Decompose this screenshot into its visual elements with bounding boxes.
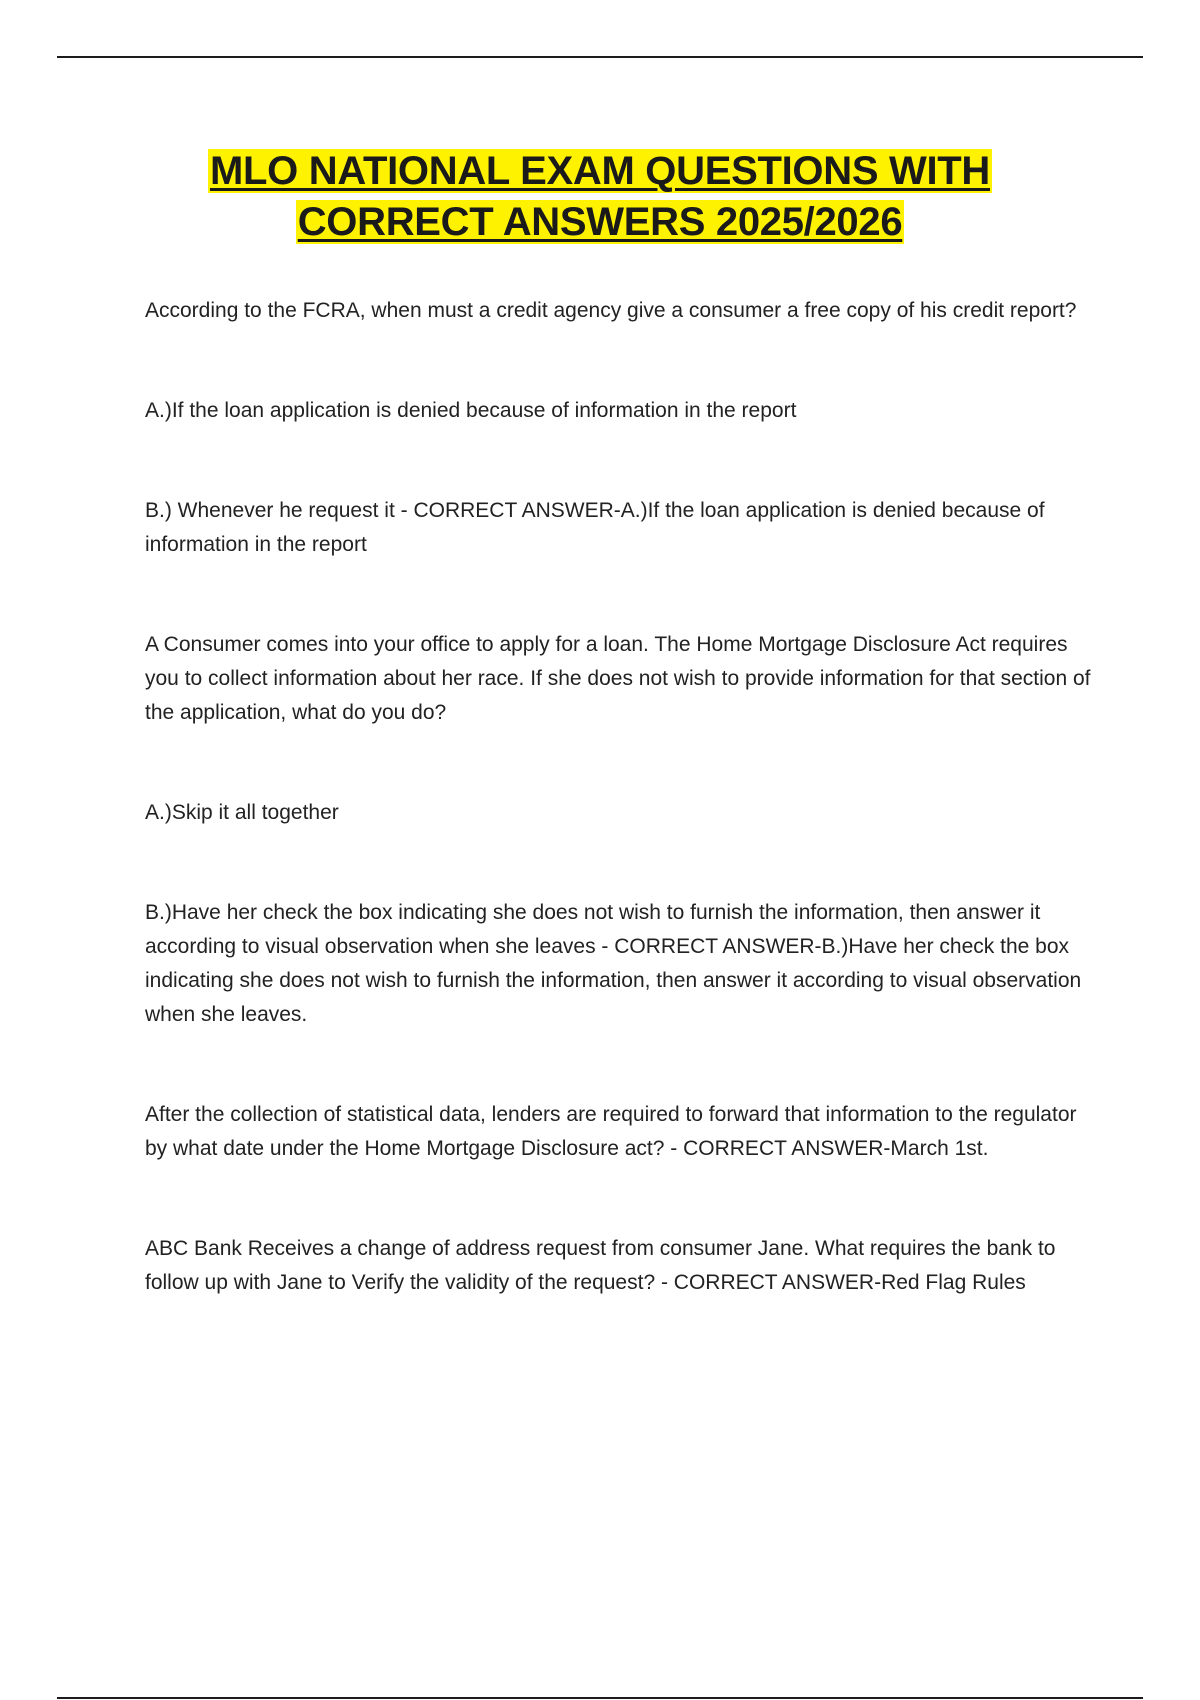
question-fcra: According to the FCRA, when must a credit agency give a consumer a free copy of his credit report? <box>145 299 1077 322</box>
option-b-fcra-answer: B.) Whenever he request it - CORRECT ANSWER-A.)If the loan application is denied because of information in the report <box>145 499 1045 556</box>
top-rule <box>57 56 1143 58</box>
document-body <box>145 294 1095 1300</box>
question-hmda-date-answer: After the collection of statistical data, lenders are required to forward that information to the regulator by what date under the Home Mortgage Disclosure act? - CORRECT ANSWER-March 1st. <box>145 1103 1077 1160</box>
option-a-fcra: A.)If the loan application is denied because of information in the report <box>145 399 797 422</box>
bottom-rule <box>57 1697 1143 1699</box>
title-line-2: CORRECT ANSWERS 2025/2026 <box>297 200 903 244</box>
question-red-flag-answer: ABC Bank Receives a change of address request from consumer Jane. What requires the bank to follow up with Jane to Verify the validity of the request? - CORRECT ANSWER-Red Flag Rules <box>145 1237 1056 1294</box>
option-a-hmda: A.)Skip it all together <box>145 801 339 824</box>
title-line-1: MLO NATIONAL EXAM QUESTIONS WITH <box>209 149 990 193</box>
document-title <box>100 146 1100 248</box>
question-hmda-race: A Consumer comes into your office to apply for a loan. The Home Mortgage Disclosure Act requires you to collect information about her race. If she does not wish to provide information for that section of the application, what do you do? <box>145 633 1091 724</box>
option-b-hmda-answer: B.)Have her check the box indicating she does not wish to furnish the information, then answer it according to visual observation when she leaves - CORRECT ANSWER-B.)Have her check the box indicating she does not wish to furnish the information, then answer it according to visual observation when she leaves. <box>145 901 1082 1026</box>
